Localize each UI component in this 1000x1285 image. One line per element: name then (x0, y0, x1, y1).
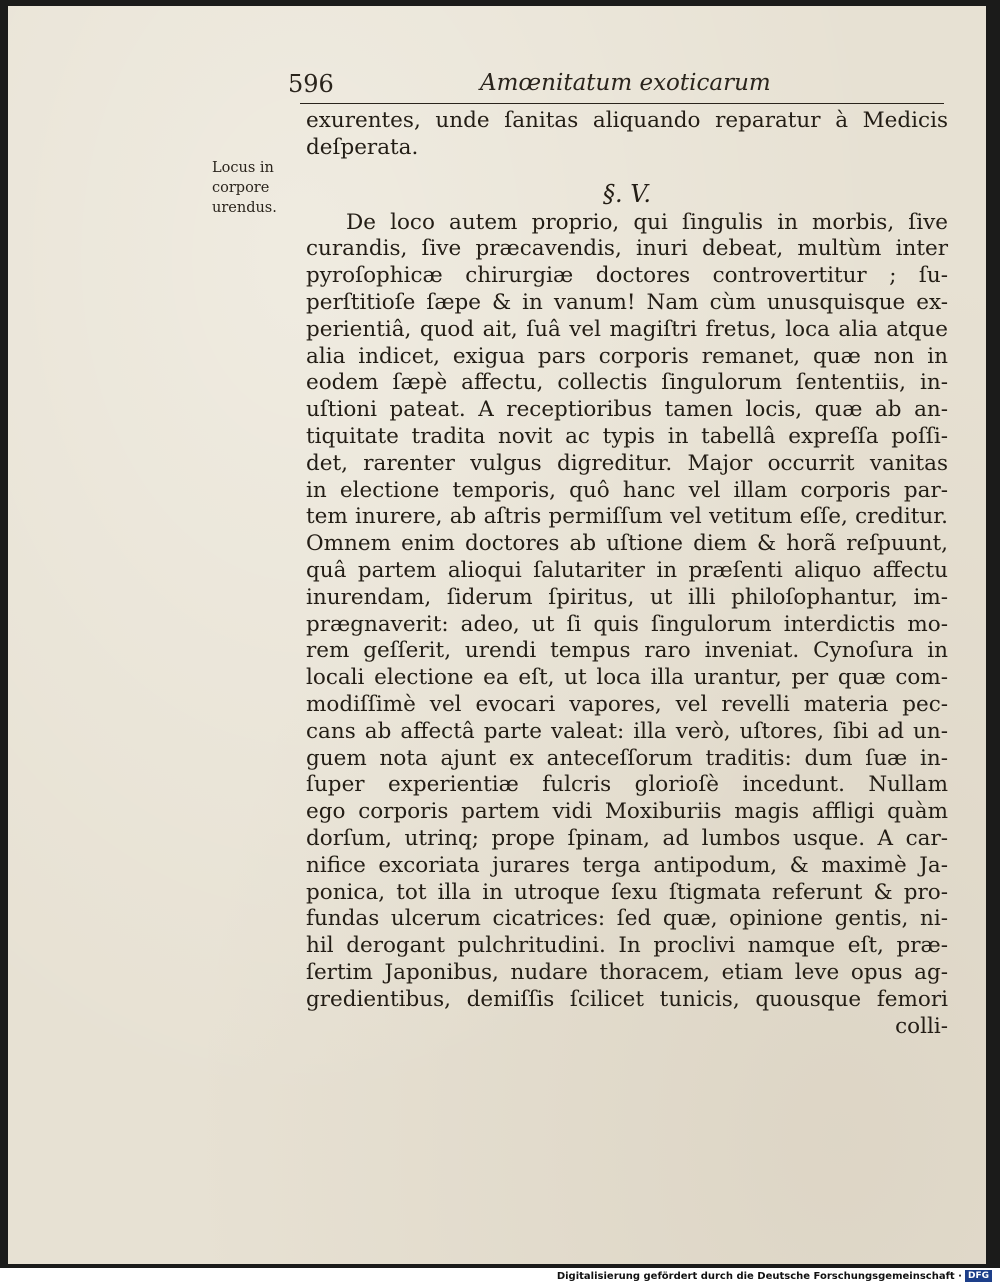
margin-note-line: urendus. (212, 200, 277, 216)
text-line: guem nota ajunt ex anteceſſorum traditis: dum ſuæ in- (306, 745, 948, 771)
text-line: ego corporis partem vidi Moxiburiis magis affligi quàm (306, 799, 948, 825)
text-line: rem geſſerit, urendi tempus raro inveniat. Cynoſura in (306, 638, 948, 664)
digitization-credit (557, 1270, 992, 1282)
text-line: De loco autem proprio, qui ſingulis in morbis, ſive (346, 209, 948, 235)
margin-note-line: Locus in (212, 160, 274, 176)
text-line: nifice excoriata jurares terga antipodum, & maximè Ja- (306, 852, 948, 878)
text-line: uſtioni pateat. A receptioribus tamen locis, quæ ab an- (306, 397, 948, 423)
text-line: ſertim Japonibus, nudare thoracem, etiam leve opus ag- (306, 960, 948, 985)
text-line: dorſum, utrinq; prope ſpinam, ad lumbos usque. A car- (306, 826, 948, 851)
text-line: modiſſimè vel evocari vapores, vel revelli materia pec- (306, 692, 948, 717)
text-line: prægnaverit: adeo, ut ſi quis ſingulorum interdictis mo- (306, 611, 948, 637)
text-line: gredientibus, demiſſis ſcilicet tunicis, quousque femori (306, 986, 948, 1012)
text-line: ſuper experientiæ fulcris glorioſè incedunt. Nullam (306, 772, 948, 798)
text-line: ponica, tot illa in utroque ſexu ſtigmata referunt & pro- (306, 879, 948, 905)
text-line: Omnem enim doctores ab uſtione diem & horã reſpuunt, (306, 531, 948, 557)
text-line: tiquitate tradita novit ac typis in tabellâ expreſſa poſſi- (306, 424, 948, 449)
margin-note (212, 158, 288, 218)
text-line: inurendam, ſiderum ſpiritus, ut illi philoſophantur, im- (306, 584, 948, 610)
page-number: 596 (288, 70, 334, 98)
margin-note-line: corpore (212, 180, 270, 196)
text-line: perſtitioſe ſæpe & in vanum! Nam cùm unusquisque ex- (306, 290, 948, 315)
page-header (288, 66, 948, 102)
text-line: deſperata. (306, 134, 419, 160)
text-line: pyroſophicæ chirurgiæ doctores controvertitur ; ſu- (306, 263, 948, 289)
catchword: colli- (895, 1013, 948, 1039)
text-line: fundas ulcerum cicatrices: ſed quæ, opinione gentis, ni- (306, 906, 948, 932)
header-rule (300, 103, 944, 104)
text-line: curandis, ſive præcavendis, inuri debeat, multùm inter (306, 236, 948, 262)
credit-text: Digitalisierung gefördert durch die Deutsche Forschungsgemeinschaft · (556, 1270, 962, 1282)
section-heading: §. V. (602, 179, 652, 208)
running-title: Amœnitatum exoticarum (480, 70, 771, 96)
text-line: det, rarenter vulgus digreditur. Major occurrit vanitas (306, 450, 948, 476)
text-line: alia indicet, exigua pars corporis remanet, quæ non in (306, 343, 948, 369)
text-line: eodem ſæpè affectu, collectis ſingulorum ſententiis, in- (306, 370, 948, 396)
text-line: quâ partem alioqui ſalutariter in præſenti aliquo affectu (306, 558, 948, 583)
text-line: hil derogant pulchritudini. In proclivi namque eſt, præ- (306, 933, 948, 959)
text-line: tem inurere, ab aſtris permiſſum vel vetitum eſſe, creditur. (306, 504, 948, 530)
dfg-logo: DFG (965, 1270, 992, 1282)
text-line: locali electione ea eſt, ut loca illa urantur, per quæ com- (306, 665, 948, 691)
text-line: exurentes, unde ſanitas aliquando reparatur à Medicis (306, 108, 948, 133)
text-line: perientiâ, quod ait, ſuâ vel magiſtri fretus, loca alia atque (306, 316, 948, 342)
text-line: in electione temporis, quô hanc vel illam corporis par- (306, 477, 948, 503)
text-line: cans ab affectâ parte valeat: illa verò, uſtores, ſibi ad un- (306, 718, 948, 744)
